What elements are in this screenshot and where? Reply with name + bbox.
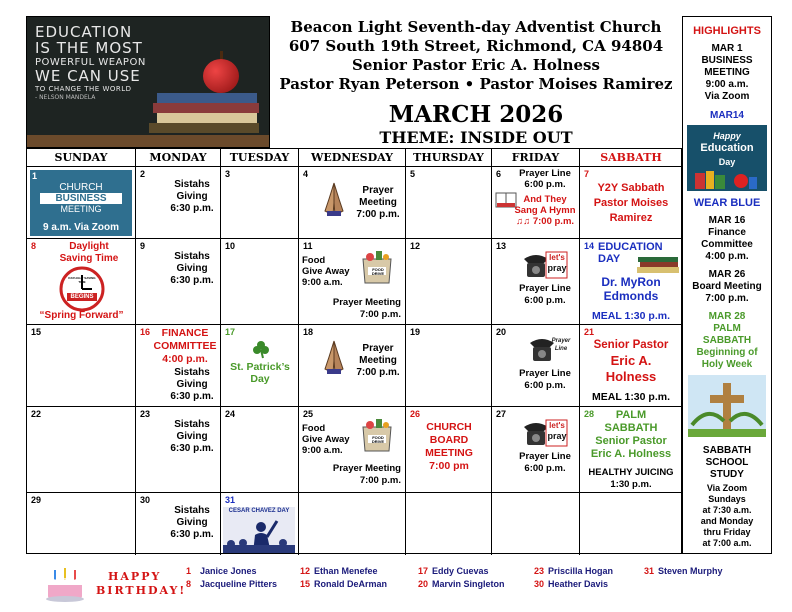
day-cell-6[interactable]: 6 Prayer Line 6:00 p.m. And They Sang A Hymn ♫♫ 7:00 p.m. [492, 167, 580, 239]
day-header-monday: MONDAY [136, 149, 221, 167]
day-cell-17[interactable]: 17 St. Patrick’s Day [221, 325, 299, 407]
education-banner-image [26, 16, 270, 148]
birthday-entry: 12 Ethan Menefee [300, 566, 378, 576]
day-cell-7[interactable]: 7 Y2Y Sabbath Pastor Moises Ramirez [580, 167, 682, 239]
day-cell-26[interactable]: 26 CHURCH BOARD MEETING 7:00 pm [406, 407, 492, 493]
book-icon [157, 113, 257, 123]
day-cell-25[interactable]: 25 Food Give Away 9:00 a.m. FOOD DRIVE Prayer Meeting 7:00 p.m. [299, 407, 406, 493]
birthday-entry: 23 Priscilla Hogan [534, 566, 614, 576]
book-icon [149, 123, 259, 133]
day-cell-22[interactable]: 22 [27, 407, 136, 493]
crowd-icon [223, 517, 295, 553]
day-cell-19[interactable]: 19 [406, 325, 492, 407]
highlight-business-meeting: MAR 1 BUSINESS MEETING 9:00 a.m. Via Zoom [701, 43, 753, 102]
day-cell-28[interactable]: 28 PALM SABBATH Senior Pastor Eric A. Holness HEALTHY JUICING 1:30 p.m. [580, 407, 682, 493]
day-cell-30[interactable]: 30 Sistahs Giving 6:30 p.m. [136, 493, 221, 555]
birthday-entry: 31 Steven Murphy [644, 566, 723, 576]
birthday-entry: 15 Ronald DeArman [300, 579, 388, 589]
day-cell-20[interactable]: 20 Prayer Line Prayer Line 6:00 p.m. [492, 325, 580, 407]
sabbath-school-schedule: Via Zoom Sundays at 7:30 a.m. and Monday thru Friday at 7:00 a.m. [700, 483, 754, 548]
day-cell-3[interactable]: 3 [221, 167, 299, 239]
pastors: Pastor Ryan Peterson • Pastor Moises Ramirez [279, 75, 673, 93]
empty-cell [299, 493, 406, 555]
day-cell-12[interactable]: 12 [406, 239, 492, 325]
highlights-title: HIGHLIGHTS [693, 25, 761, 37]
desk [27, 135, 270, 148]
day-cell-14[interactable]: 14 EDUCATION DAY Dr. MyRon Edmonds MEAL 1:30 p.m. [580, 239, 682, 325]
highlight-palm-sabbath: MAR 28 PALM SABBATH Beginning of Holy Week [696, 311, 758, 370]
happy-education-day-image: Happy Education Day [687, 125, 767, 191]
birthday-entry: 8 Jacqueline Pitters [186, 579, 278, 589]
day-cell-2[interactable]: 2 Sistahs Giving 6:30 p.m. [136, 167, 221, 239]
church-address: 607 South 19th Street, Richmond, CA 94804 [288, 37, 664, 55]
highlight-mar14: MAR14 [710, 110, 744, 121]
day-cell-9[interactable]: 9 Sistahs Giving 6:30 p.m. [136, 239, 221, 325]
book-icon [153, 103, 259, 113]
day-cell-31[interactable]: 31 CESAR CHAVEZ DAY [221, 493, 299, 555]
day-header-thursday: THURSDAY [406, 149, 492, 167]
business-meeting-image: 1 CHURCH BUSINESS MEETING 9 a.m. Via Zoom [30, 170, 132, 236]
shamrock-icon [251, 339, 271, 359]
palm-cross-image [688, 375, 766, 437]
day-header-tuesday: TUESDAY [221, 149, 299, 167]
senior-pastor: Senior Pastor Eric A. Holness [352, 56, 600, 74]
birthday-footer [0, 556, 792, 612]
day-header-wednesday: WEDNESDAY [299, 149, 406, 167]
day-cell-21[interactable]: 21 Senior Pastor Eric A. Holness MEAL 1:30 p.m. [580, 325, 682, 407]
day-cell-24[interactable]: 24 [221, 407, 299, 493]
apple-icon [203, 59, 239, 93]
empty-cell [406, 493, 492, 555]
daylight-saving-clock-icon [59, 266, 105, 312]
banner-quote: EDUCATION IS THE MOST POWERFUL WEAPON WE CAN USE TO CHANGE THE WORLD - NELSON MANDELA [35, 23, 146, 101]
book-icon [157, 93, 257, 103]
sabbath-school-study: SABBATH SCHOOL STUDY [702, 445, 752, 480]
church-name: Beacon Light Seventh-day Adventist Church [290, 18, 662, 36]
praying-hands-icon [321, 339, 347, 375]
highlight-finance-committee: MAR 16 Finance Committee 4:00 p.m. [701, 215, 753, 262]
wear-blue: WEAR BLUE [693, 197, 761, 209]
highlights-column [682, 16, 772, 554]
empty-cell [580, 493, 682, 555]
day-cell-8[interactable]: 8 Daylight Saving Time DAYLIGHT SAVING TIME BEGINS “Spring Forward” [27, 239, 136, 325]
birthday-entry: 30 Heather Davis [534, 579, 609, 589]
books-icon [636, 253, 680, 275]
cake-label: Happy Birthday [46, 578, 84, 584]
day-cell-15[interactable]: 15 [27, 325, 136, 407]
day-cell-29[interactable]: 29 [27, 493, 136, 555]
birthday-entry: 1 Janice Jones [186, 566, 257, 576]
day-cell-27[interactable]: 27 let's pray Prayer Line 6:00 p.m. [492, 407, 580, 493]
happy-birthday-label: HAPPY BIRTHDAY! [96, 570, 187, 597]
month-title: MARCH 2026 [388, 101, 564, 128]
day-cell-16[interactable]: 16 FINANCE COMMITTEE 4:00 p.m. Sistahs Giving 6:30 p.m. [136, 325, 221, 407]
day-cell-23[interactable]: 23 Sistahs Giving 6:30 p.m. [136, 407, 221, 493]
birthday-entry: 17 Eddy Cuevas [418, 566, 489, 576]
cesar-chavez-day-image: CESAR CHAVEZ DAY [223, 507, 295, 553]
day-header-sabbath: SABBATH [580, 149, 682, 167]
day-cell-11[interactable]: 11 Food Give Away 9:00 a.m. FOOD DRIVE Prayer Meeting 7:00 p.m. [299, 239, 406, 325]
empty-cell [492, 493, 580, 555]
calendar-grid [26, 148, 682, 554]
books-icon [695, 169, 759, 189]
day-cell-13[interactable]: 13 let's pray Prayer Line 6:00 p.m. [492, 239, 580, 325]
day-header-friday: FRIDAY [492, 149, 580, 167]
day-cell-18[interactable]: 18 Prayer Meeting 7:00 p.m. [299, 325, 406, 407]
day-cell-5[interactable]: 5 [406, 167, 492, 239]
day-cell-10[interactable]: 10 [221, 239, 299, 325]
highlight-board-meeting: MAR 26 Board Meeting 7:00 p.m. [692, 269, 762, 304]
birthday-entry: 20 Marvin Singleton [418, 579, 505, 589]
day-header-sunday: SUNDAY [27, 149, 136, 167]
day-cell-1[interactable] [27, 167, 136, 239]
theme: THEME: INSIDE OUT [379, 128, 573, 147]
praying-hands-icon [321, 181, 347, 217]
day-cell-4[interactable]: 4 Prayer Meeting 7:00 p.m. [299, 167, 406, 239]
